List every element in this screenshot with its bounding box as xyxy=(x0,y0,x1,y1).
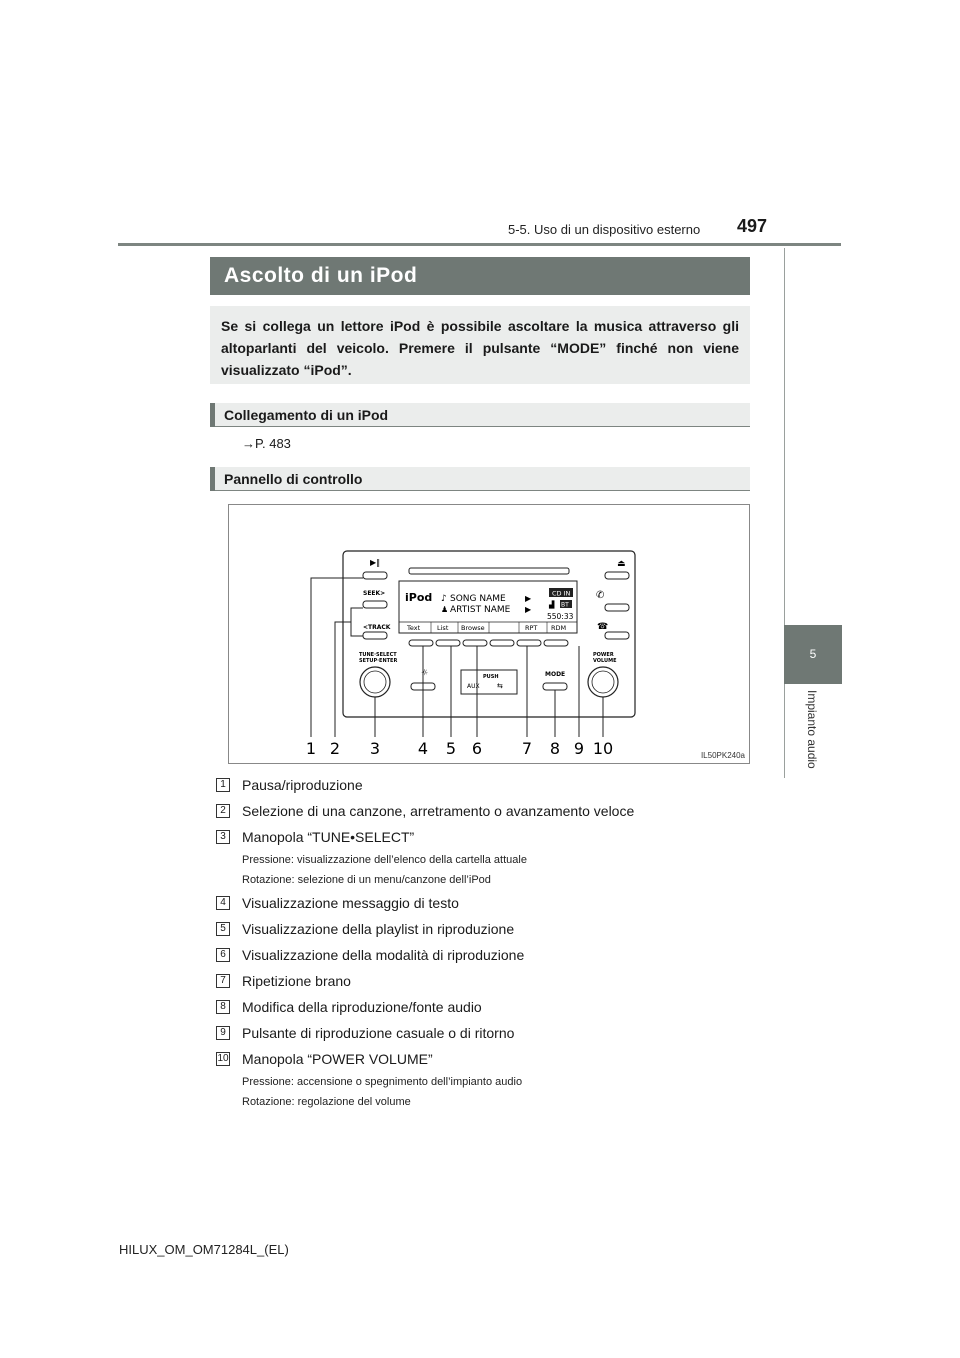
callout-5: 5 xyxy=(445,739,457,758)
item-number: 7 xyxy=(216,974,230,988)
cd-in-label: CD IN xyxy=(552,589,571,598)
soft-button xyxy=(490,640,514,646)
callout-10: 10 xyxy=(592,739,614,758)
soft-key-text: Text xyxy=(407,624,421,632)
subsection-title-connect: Collegamento di un iPod xyxy=(210,403,750,427)
document-footer: HILUX_OM_OM71284L_(EL) xyxy=(119,1242,289,1257)
list-item xyxy=(216,942,756,968)
soft-key-rpt: RPT xyxy=(525,624,538,632)
chapter-label: Impianto audio xyxy=(805,690,819,769)
list-item xyxy=(216,772,756,798)
callout-6: 6 xyxy=(471,739,483,758)
eject-button xyxy=(605,572,629,579)
bt-label: BT xyxy=(561,601,569,609)
item-text: Pulsante di riproduzione casuale o di ritorno xyxy=(242,1025,515,1041)
item-text: Visualizzazione della playlist in riproduzione xyxy=(242,921,515,937)
mode-button xyxy=(543,683,567,690)
tune-label-2: SETUP·ENTER xyxy=(359,658,398,664)
hangup-button xyxy=(605,632,629,639)
callout-9: 9 xyxy=(573,739,585,758)
signal-icon: ▟ xyxy=(549,601,555,609)
brightness-icon: ☼ xyxy=(421,668,429,677)
callout-1: 1 xyxy=(305,739,317,758)
note-icon: ♪ xyxy=(441,594,447,604)
arrow-icon: ▶ xyxy=(525,605,532,614)
play-pause-button xyxy=(363,572,387,579)
section-heading: 5-5. Uso di un dispositivo esterno xyxy=(508,222,701,237)
item-detail: Rotazione: regolazione del volume xyxy=(242,1096,411,1108)
list-item xyxy=(216,968,756,994)
play-pause-icon: ▶‖ xyxy=(370,558,381,567)
person-icon: ♟ xyxy=(441,605,449,614)
screen-source: iPod xyxy=(405,591,433,604)
aux-label: AUX xyxy=(467,683,480,690)
list-item xyxy=(216,890,756,916)
item-text: Selezione di una canzone, arretramento o avanzamento veloce xyxy=(242,803,635,819)
tune-label-1: TUNE·SELECT xyxy=(359,652,397,658)
callout-2: 2 xyxy=(329,739,341,758)
side-rule xyxy=(784,248,785,778)
soft-key-browse: Browse xyxy=(461,624,485,632)
list-item xyxy=(216,994,756,1020)
radio-panel-illustration xyxy=(229,505,749,763)
intro-box: Se si collega un lettore iPod è possibile ascoltare la musica attraverso gli altoparlanti del veicolo. Premere il pulsante “MODE” finché non viene visualizzato “iPod”. xyxy=(210,306,750,384)
soft-button xyxy=(409,640,433,646)
screen-time: 550:33 xyxy=(547,612,574,621)
item-detail: Pressione: visualizzazione dell’elenco della cartella attuale xyxy=(242,854,527,866)
control-panel-figure xyxy=(228,504,750,764)
item-number: 10 xyxy=(217,1053,229,1064)
item-text: Manopola “TUNE•SELECT” xyxy=(242,829,415,845)
item-text: Pausa/riproduzione xyxy=(242,777,363,793)
screen-artist: ARTIST NAME xyxy=(450,605,511,615)
soft-button xyxy=(517,640,541,646)
list-item xyxy=(216,916,756,942)
item-text: Manopola “POWER VOLUME” xyxy=(242,1051,433,1067)
item-text: Ripetizione brano xyxy=(242,973,351,989)
item-list xyxy=(216,772,756,1112)
subsection-title-panel: Pannello di controllo xyxy=(210,467,750,491)
chapter-tab: 5 xyxy=(784,625,842,684)
soft-button xyxy=(463,640,487,646)
item-number: 9 xyxy=(216,1026,230,1040)
item-detail: Rotazione: selezione di un menu/canzone dell’iPod xyxy=(242,874,491,886)
callout-7: 7 xyxy=(521,739,533,758)
track-label: <TRACK xyxy=(363,624,391,631)
phone-icon: ✆ xyxy=(596,590,605,601)
item-number: 1 xyxy=(216,778,230,792)
screen-song: SONG NAME xyxy=(450,594,506,604)
callout-4: 4 xyxy=(417,739,429,758)
phone-button xyxy=(605,604,629,611)
callout-numbers xyxy=(306,739,613,758)
mode-label: MODE xyxy=(545,671,566,678)
page-title: Ascolto di un iPod xyxy=(210,257,750,295)
usb-icon: ⇆ xyxy=(497,682,503,690)
item-detail: Pressione: accensione o spegnimento dell’impianto audio xyxy=(242,1076,523,1088)
soft-button xyxy=(436,640,460,646)
item-number: 6 xyxy=(216,948,230,962)
item-number: 3 xyxy=(216,830,230,844)
page-number: 497 xyxy=(737,216,768,236)
soft-key-rdm: RDM xyxy=(551,624,567,632)
list-item xyxy=(216,798,756,824)
eject-icon: ⏏ xyxy=(617,559,626,569)
item-number: 2 xyxy=(216,804,230,818)
list-item xyxy=(216,1020,756,1046)
header-rule xyxy=(118,243,841,246)
callout-8: 8 xyxy=(549,739,561,758)
power-label-1: POWER xyxy=(593,652,614,658)
track-button xyxy=(363,632,387,639)
arrow-icon: ▶ xyxy=(525,594,532,603)
figure-code: IL50PK240a xyxy=(700,751,745,760)
item-text: Visualizzazione messaggio di testo xyxy=(242,895,459,911)
item-number: 5 xyxy=(216,922,230,936)
soft-button xyxy=(544,640,568,646)
item-number: 8 xyxy=(216,1000,230,1014)
callout-3: 3 xyxy=(369,739,381,758)
seek-label: SEEK> xyxy=(363,590,386,597)
item-text: Modifica della riproduzione/fonte audio xyxy=(242,999,482,1015)
list-item xyxy=(216,1046,756,1112)
list-item xyxy=(216,824,756,890)
item-number: 4 xyxy=(216,896,230,910)
page-reference: →P. 483 xyxy=(242,436,291,451)
power-label-2: VOLUME xyxy=(593,658,617,664)
cd-slot xyxy=(409,568,569,574)
item-text: Visualizzazione della modalità di riproduzione xyxy=(242,947,525,963)
hangup-icon: ☎ xyxy=(597,622,609,632)
seek-button xyxy=(363,601,387,608)
soft-key-list: List xyxy=(437,624,449,632)
push-label: PUSH xyxy=(483,674,499,680)
